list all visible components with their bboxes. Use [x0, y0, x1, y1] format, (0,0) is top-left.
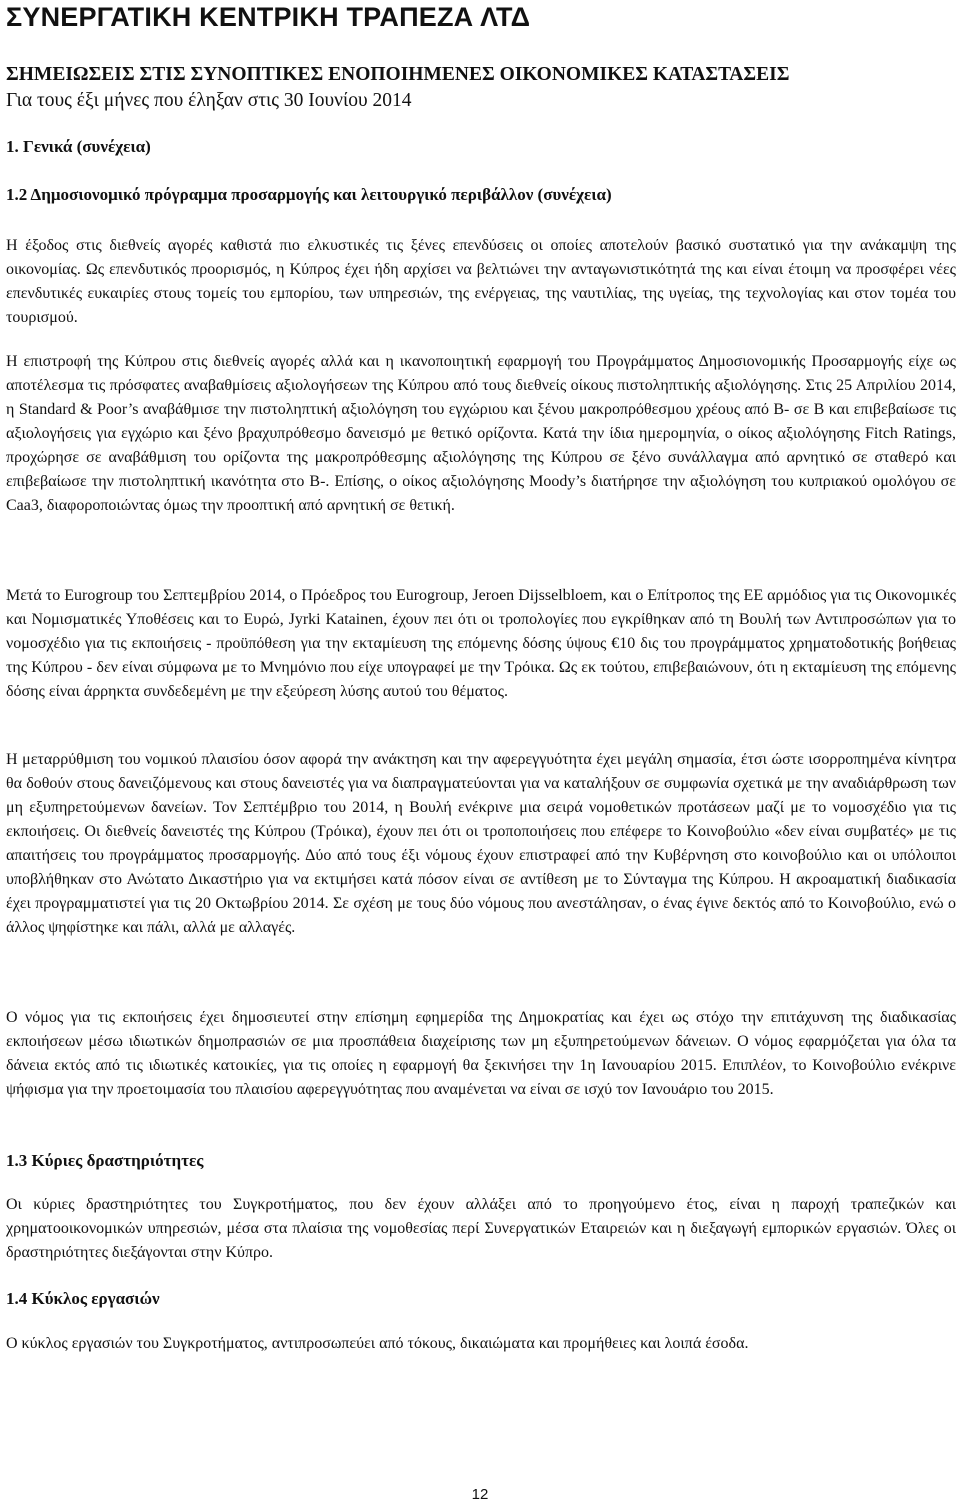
paragraph-foreclosure-law: Ο νόμος για τις εκποιήσεις έχει δημοσιευτεί στην επίσημη εφημερίδα της Δημοκρατίας και έχει ως στόχο την επιτάχυνση της διαδικασίας εκποιήσεων μέσω ιδιωτικών δημοπρασιών σε μια προσπάθεια διαχείρισης των μη εξυπηρετούμενων δάνειων. Ο νόμος εφαρμόζεται για όλα τα δάνεια εκτός από τις ιδιωτικές κατοικίες, για τις οποίες η εφαρμογή θα ξεκινήσει την 1η Ιανουαρίου 2015. Επιπλέον, το Κοινοβούλιο ενέκρινε ψήφισμα για την προετοιμασία του πλαισίου αφερεγγυότητας που αναμένεται να είναι σε ισχύ τον Ιανουάριο του 2015. [6, 1009, 956, 1098]
paragraph-foreign-investment: Η έξοδος στις διεθνείς αγορές καθιστά πιο ελκυστικές τις ξένες επενδύσεις οι οποίες αποτελούν βασικό συστατικό για την ανάκαμψη της οικονομίας. Ως επενδυτικός προορισμός, η Κύπρος έχει ήδη αρχίσει να βελτιώνει την ανταγωνιστικότητά της και είναι έτοιμη να προσφέρει νέες επενδυτικές ευκαιρίες στους τομείς του εμπορίου, των υπηρεσιών, της ενέργειας, της ναυτιλίας, της υγείας, της τεχνολογίας και στον τομέα του τουρισμού. [6, 237, 956, 326]
company-name: ΣΥΝΕΡΓΑΤΙΚΗ ΚΕΝΤΡΙΚΗ ΤΡΑΠΕΖΑ ΛΤΔ [6, 2, 531, 32]
section-heading-1-3: 1.3 Κύριες δραστηριότητες [6, 1151, 204, 1170]
section-heading-general: 1. Γενικά (συνέχεια) [6, 137, 151, 156]
paragraph-main-activities: Οι κύριες δραστηριότητες του Συγκροτήματος, που δεν έχουν αλλάξει από το προηγούμενο έτος, είναι η παροχή τραπεζικών και χρηματοοικονομικών υπηρεσιών, μέσα στα πλαίσια της νομοθεσίας περί Συνεργατικών Εταιρειών και η διεξαγωγή εμπορικών εργασιών. Όλες οι δραστηριότητες διεξάγονται στην Κύπρο. [6, 1196, 956, 1261]
paragraph-credit-ratings: Η επιστροφή της Κύπρου στις διεθνείς αγορές αλλά και η ικανοποιητική εφαρμογή του Προγράμματος Δημοσιονομικής Προσαρμογής είχε ως αποτέλεσμα τις πρόσφατες αναβαθμίσεις αξιολογήσεων της Κύπρου από τους διεθνείς οίκους πιστοληπτικής αξιολόγησης. Στις 25 Απριλίου 2014, η Standard & Poor’s αναβάθμισε την πιστοληπτική αξιολόγηση του εγχώριου και ξένου μακροπρόθεσμου χρέους από Β- σε Β και επιβεβαίωσε τις αξιολογήσεις για εγχώριο και ξένο βραχυπρόθεσμο δανεισμό με θετικό ορίζοντα. Κατά την ίδια ημερομηνία, ο οίκος αξιολόγησης Fitch Ratings, προχώρησε σε αναβάθμιση του ορίζοντα της μακροπρόθεσμης αξιολόγησης της Κύπρου σε ξένο συνάλλαγμα από αρνητικό σε σταθερό και επιβεβαίωσε την πιστοληπτική ικανότητα στο Β-. Επίσης, ο οίκος αξιολόγησης Moody’s διατήρησε την αξιολόγηση του κυπριακού ομολόγου σε Caa3, διαφοροποιώντας όμως την προοπτική από αρνητική σε θετική. [6, 353, 956, 514]
section-heading-1-2: 1.2 Δημοσιονομικό πρόγραμμα προσαρμογής και λειτουργικό περιβάλλον (συνέχεια) [6, 185, 612, 204]
report-period: Για τους έξι μήνες που έληξαν στις 30 Ιουνίου 2014 [6, 90, 412, 111]
paragraph-legal-reform: Η μεταρρύθμιση του νομικού πλαισίου όσον αφορά την ανάκτηση και την αφερεγγυότητα έχει μεγάλη σημασία, έτσι ώστε ισορροπημένα κίνητρα θα δοθούν στους δανειζόμενους και στους δανειστές για να διαπραγματεύονται για να καταλήξουν σε συμφωνία σχετικά με την αναδιάρθρωση των μη εξυπηρετούμενων δανείων. Τον Σεπτέμβριο του 2014, η Βουλή ενέκρινε μια σειρά νομοθετικών προτάσεων μαζί με το νομοσχέδιο για τις εκποιήσεις. Οι διεθνείς δανειστές της Κύπρου (Τρόικα), έχουν πει ότι οι τροποποιήσεις που επέφερε το Κοινοβούλιο «δεν είναι συμβατές» με τις απαιτήσεις του προγράμματος προσαρμογής. Δύο από τους έξι νόμους έχουν επιστραφεί από την Κυβέρνηση στο κοινοβούλιο και οι υπόλοιποι υποβλήθηκαν στο Ανώτατο Δικαστήριο για να εκτιμήσει κατά πόσον είναι σε αντίθεση με το Σύνταγμα της Κύπρου. Η ακροαματική διαδικασία έχει προγραμματιστεί για τις 20 Οκτωβρίου 2014. Σε σχέση με τους δύο νόμους που ανεστάλησαν, ο ένας έγινε δεκτός από το Κοινοβούλιο, ενώ ο άλλος ψηφίστηκε και πάλι, αλλά με αλλαγές. [6, 751, 956, 936]
paragraph-turnover: Ο κύκλος εργασιών του Συγκροτήματος, αντιπροσωπεύει από τόκους, δικαιώματα και προμήθειες και λοιπά έσοδα. [6, 1335, 749, 1352]
section-heading-1-4: 1.4 Κύκλος εργασιών [6, 1289, 160, 1308]
report-title: ΣΗΜΕΙΩΣΕΙΣ ΣΤΙΣ ΣΥΝΟΠΤΙΚΕΣ ΕΝΟΠΟΙΗΜΕΝΕΣ ΟΙΚΟΝΟΜΙΚΕΣ ΚΑΤΑΣΤΑΣΕΙΣ [6, 64, 790, 85]
page-number: 12 [471, 1486, 489, 1503]
paragraph-eurogroup: Μετά το Eurogroup του Σεπτεμβρίου 2014, ο Πρόεδρος του Eurogroup, Jeroen Dijsselbloem, και ο Επίτροπος της ΕΕ αρμόδιος για τις Οικονομικές και Νομισματικές Υποθέσεις και το Ευρώ, Jyrki Katainen, έχουν πει ότι οι τροπολογίες που εγκρίθηκαν από τη Βουλή των Αντιπροσώπων για το νομοσχέδιο για τις εκποιήσεις - προϋπόθεση για την εκταμίευση της επόμενης δόσης ύψους €10 δις του προγράμματος χρηματοδοτικής βοήθειας της Κύπρου - δεν είναι σύμφωνα με το Μνημόνιο που είχε υπογραφεί με την Τρόικα. Ως εκ τούτου, επιβεβαιώνουν, ότι η εκταμίευση της επόμενης δόσης είναι άρρηκτα συνδεδεμένη με την εξεύρεση λύσης αυτού του θέματος. [6, 587, 956, 700]
